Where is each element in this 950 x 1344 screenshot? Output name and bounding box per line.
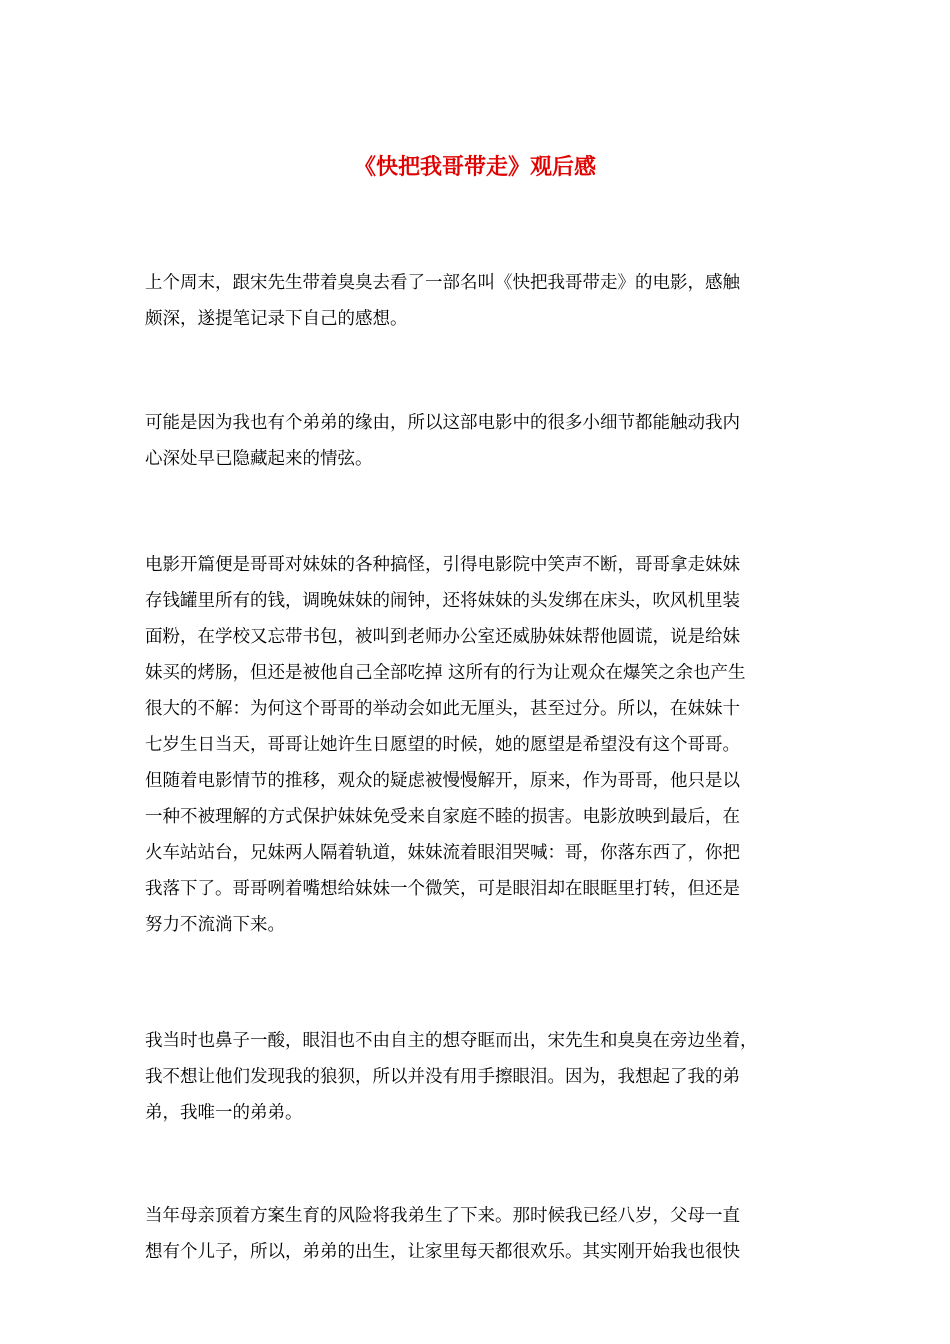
paragraph-line: 颇深，遂提笔记录下自己的感想。 bbox=[145, 309, 408, 329]
paragraph-line: 面粉，在学校又忘带书包，被叫到老师办公室还威胁妹妹帮他圆谎，说是给妹 bbox=[145, 627, 740, 647]
paragraph-line: 七岁生日当天，哥哥让她许生日愿望的时候，她的愿望是希望没有这个哥哥。 bbox=[145, 735, 740, 755]
paragraph-line: 想有个儿子，所以，弟弟的出生，让家里每天都很欢乐。其实刚开始我也很快 bbox=[145, 1242, 740, 1262]
paragraph-3 bbox=[145, 475, 825, 1015]
paragraph-5 bbox=[145, 1126, 825, 1342]
paragraph-line: 我不想让他们发现我的狼狈，所以并没有用手擦眼泪。因为，我想起了我的弟 bbox=[145, 1067, 740, 1087]
paragraph-line: 很大的不解：为何这个哥哥的举动会如此无厘头，甚至过分。所以，在妹妹十 bbox=[145, 699, 740, 719]
paragraph-line: 存钱罐里所有的钱，调晚妹妹的闹钟，还将妹妹的头发绑在床头，吹风机里装 bbox=[145, 591, 740, 611]
paragraph-line: 一种不被理解的方式保护妹妹免受来自家庭不睦的损害。电影放映到最后，在 bbox=[145, 807, 740, 827]
paragraph-line: 火车站站台，兄妹两人隔着轨道，妹妹流着眼泪哭喊：哥，你落东西了，你把 bbox=[145, 843, 740, 863]
paragraph-line: 心深处早已隐藏起来的情弦。 bbox=[145, 449, 373, 469]
document-title: 《快把我哥带走》观后感 bbox=[353, 154, 596, 180]
paragraph-line: 但随着电影情节的推移，观众的疑虑被慢慢解开，原来，作为哥哥，他只是以 bbox=[145, 771, 740, 791]
paragraph-line: 我当时也鼻子一酸，眼泪也不由自主的想夺眶而出，宋先生和臭臭在旁边坐着， bbox=[145, 1031, 758, 1051]
paragraph-line: 上个周末，跟宋先生带着臭臭去看了一部名叫《快把我哥带走》的电影，感触 bbox=[145, 273, 740, 293]
paragraph-line: 妹买的烤肠，但还是被他自己全部吃掉 这所有的行为让观众在爆笑之余也产生 bbox=[145, 663, 746, 683]
paragraph-line: 可能是因为我也有个弟弟的缘由，所以这部电影中的很多小细节都能触动我内 bbox=[145, 413, 740, 433]
paragraph-line: 努力不流淌下来。 bbox=[145, 915, 285, 935]
paragraph-line: 我落下了。哥哥咧着嘴想给妹妹一个微笑，可是眼泪却在眼眶里打转，但还是 bbox=[145, 879, 740, 899]
paragraph-line: 当年母亲顶着方案生育的风险将我弟生了下来。那时候我已经八岁，父母一直 bbox=[145, 1206, 740, 1226]
paragraph-line: 电影开篇便是哥哥对妹妹的各种搞怪，引得电影院中笑声不断，哥哥拿走妹妹 bbox=[145, 555, 740, 575]
paragraph-line: 弟，我唯一的弟弟。 bbox=[145, 1103, 303, 1123]
